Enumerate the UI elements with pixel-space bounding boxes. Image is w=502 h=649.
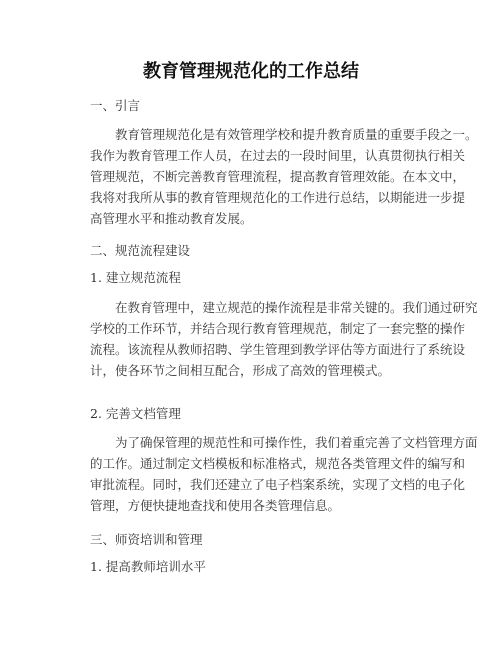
document-title: 教育管理规范化的工作总结 bbox=[143, 61, 359, 82]
paragraph-line: 学校的工作环节，并结合现行教育管理规范，制定了一套完整的操作 bbox=[90, 321, 466, 336]
paragraph-line: 管理，方便快捷地查找和使用各类管理信息。 bbox=[90, 498, 341, 513]
paragraph-line: 计，使各环节之间相互配合，形成了高效的管理模式。 bbox=[90, 363, 391, 378]
section-heading-introduction: 一、引言 bbox=[90, 98, 141, 113]
paragraph-line: 为了确保管理的规范性和可操作性，我们着重完善了文档管理方面 bbox=[115, 435, 478, 450]
subheading-establish-process: 1. 建立规范流程 bbox=[90, 270, 181, 285]
paragraph-line: 审批流程。同时，我们还建立了电子档案系统，实现了文档的电子化 bbox=[90, 477, 466, 492]
paragraph-line: 我作为教育管理工作人员，在过去的一段时间里，认真贯彻执行相关 bbox=[90, 148, 466, 163]
subheading-teacher-training-level: 1. 提高教师培训水平 bbox=[90, 559, 206, 574]
paragraph-introduction bbox=[90, 124, 478, 229]
paragraph-document-management bbox=[90, 432, 478, 516]
paragraph-line: 高管理水平和推动教育发展。 bbox=[90, 211, 253, 226]
subheading-document-management: 2. 完善文档管理 bbox=[90, 406, 181, 421]
paragraph-line: 教育管理规范化是有效管理学校和提升教育质量的重要手段之一。 bbox=[115, 127, 478, 142]
paragraph-establish-process bbox=[90, 297, 478, 381]
section-heading-teacher-training: 三、师资培训和管理 bbox=[90, 532, 203, 547]
paragraph-line: 在教育管理中，建立规范的操作流程是非常关键的。我们通过研究 bbox=[115, 300, 478, 315]
paragraph-line: 的工作。通过制定文档模板和标准格式，规范各类管理文件的编写和 bbox=[90, 456, 466, 471]
paragraph-line: 管理规范，不断完善教育管理流程，提高教育管理效能。在本文中， bbox=[90, 169, 466, 184]
paragraph-line: 我将对我所从事的教育管理规范化的工作进行总结，以期能进一步提 bbox=[90, 190, 466, 205]
paragraph-line: 流程。该流程从教师招聘、学生管理到教学评估等方面进行了系统设 bbox=[90, 342, 466, 357]
section-heading-process: 二、规范流程建设 bbox=[90, 243, 191, 258]
